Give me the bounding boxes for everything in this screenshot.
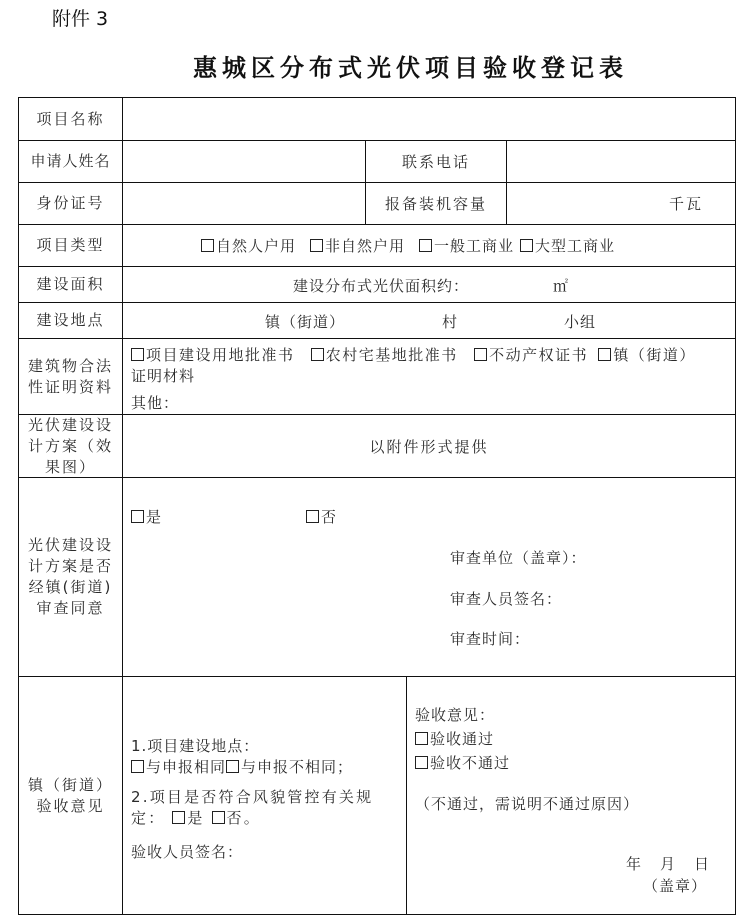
label-area: 建设面积 [19,267,123,302]
review-yes-option[interactable]: 是 [131,506,162,527]
project-type-options [123,225,735,266]
date-field[interactable]: 年 月 日 [625,855,711,873]
checkbox-icon[interactable] [474,348,487,361]
checkbox-icon[interactable] [415,732,428,745]
location-village: 村 [442,313,459,331]
row-acceptance [19,676,735,914]
opinion-label: 验收意见： [415,706,496,724]
item1-options [131,756,353,777]
reviewer-signature-label: 审查人员签名： [450,590,563,608]
fail-option[interactable]: 验收不通过 [415,752,510,773]
option-non-natural[interactable]: 非自然户用 [310,235,405,256]
label-legal-docs: 建筑物合法性证明资料 [19,339,123,414]
label-id-number: 身份证号 [19,183,123,224]
design-review-content [123,478,735,676]
row-legal-docs [19,338,735,414]
location-town: 镇（街道） [265,313,346,331]
row-id-number [19,182,735,224]
label-location: 建设地点 [19,303,123,338]
legal-docs-continued: 证明材料 [131,367,196,385]
area-text: 建设分布式光伏面积约： [293,277,470,295]
review-no-option[interactable]: 否 [306,506,337,527]
option-large-commercial[interactable]: 大型工商业 [520,235,615,256]
item2-yes-option[interactable]: 是 [172,809,204,827]
row-location [19,302,735,338]
design-plan-value: 以附件形式提供 [369,437,489,456]
row-project-type [19,224,735,266]
checkbox-icon[interactable] [520,239,533,252]
location-group: 小组 [564,313,597,331]
legal-docs-other[interactable]: 其他： [131,394,180,412]
applicant-name-field[interactable] [123,141,365,182]
label-phone: 联系电话 [365,141,507,182]
seal-label: （盖章） [642,877,707,895]
phone-field[interactable] [507,141,735,182]
label-project-name: 项目名称 [19,98,123,140]
item2-no-option[interactable]: 否。 [212,809,261,827]
form-title: 惠城区分布式光伏项目验收登记表 [193,53,628,82]
label-acceptance: 镇（街道）验收意见 [19,677,123,914]
option-land-approval[interactable]: 项目建设用地批准书 [131,346,295,364]
acceptance-checks [123,677,407,914]
item2-block [131,787,401,829]
label-applicant-name: 申请人姓名 [19,141,123,182]
review-time-label: 审查时间： [450,630,531,648]
row-applicant [19,140,735,182]
option-town-cert[interactable]: 镇（街道） [598,346,696,364]
option-homestead-approval[interactable]: 农村宅基地批准书 [311,346,458,364]
checkbox-icon[interactable] [131,348,144,361]
label-project-type: 项目类型 [19,225,123,266]
legal-docs-options [123,339,735,414]
capacity-unit: 千瓦 [668,195,703,213]
registration-form [18,97,736,915]
option-property-cert[interactable]: 不动产权证书 [474,346,588,364]
row-design-review [19,477,735,676]
row-area [19,266,735,302]
location-field[interactable] [123,303,735,338]
item2-title: 2.项目是否符合风貌管控有关规定： [131,788,374,827]
checkbox-icon[interactable] [415,756,428,769]
label-design-plan: 光伏建设设计方案（效果图） [19,415,123,477]
project-name-field[interactable] [123,98,735,140]
item1-title: 1.项目建设地点： [131,737,260,755]
checkbox-icon[interactable] [201,239,214,252]
option-general-commercial[interactable]: 一般工商业 [419,235,514,256]
checkbox-icon[interactable] [226,760,239,773]
label-design-review: 光伏建设设计方案是否经镇(街道)审查同意 [19,478,123,676]
checkbox-icon[interactable] [310,239,323,252]
option-different-from-declared[interactable]: 与申报不相同； [226,758,353,776]
checkbox-icon[interactable] [212,811,225,824]
area-unit: ㎡ [553,277,570,295]
label-capacity: 报备装机容量 [365,183,507,224]
area-field[interactable] [123,267,735,302]
fail-note: （不通过，需说明不通过原因） [415,795,640,813]
checkbox-icon[interactable] [131,760,144,773]
acceptance-opinion [407,677,735,914]
option-same-as-declared[interactable]: 与申报相同 [131,758,226,776]
pass-option[interactable]: 验收通过 [415,728,494,749]
inspector-signature-label: 验收人员签名： [131,843,244,861]
review-unit-label: 审查单位（盖章）： [450,549,587,567]
row-design-plan [19,414,735,477]
checkbox-icon[interactable] [172,811,185,824]
checkbox-icon[interactable] [131,510,144,523]
capacity-field[interactable] [507,183,735,224]
row-project-name [19,98,735,140]
option-natural-person[interactable]: 自然人户用 [201,235,296,256]
attachment-label: 附件 3 [52,8,109,30]
id-number-field[interactable] [123,183,365,224]
checkbox-icon[interactable] [306,510,319,523]
checkbox-icon[interactable] [598,348,611,361]
checkbox-icon[interactable] [419,239,432,252]
checkbox-icon[interactable] [311,348,324,361]
